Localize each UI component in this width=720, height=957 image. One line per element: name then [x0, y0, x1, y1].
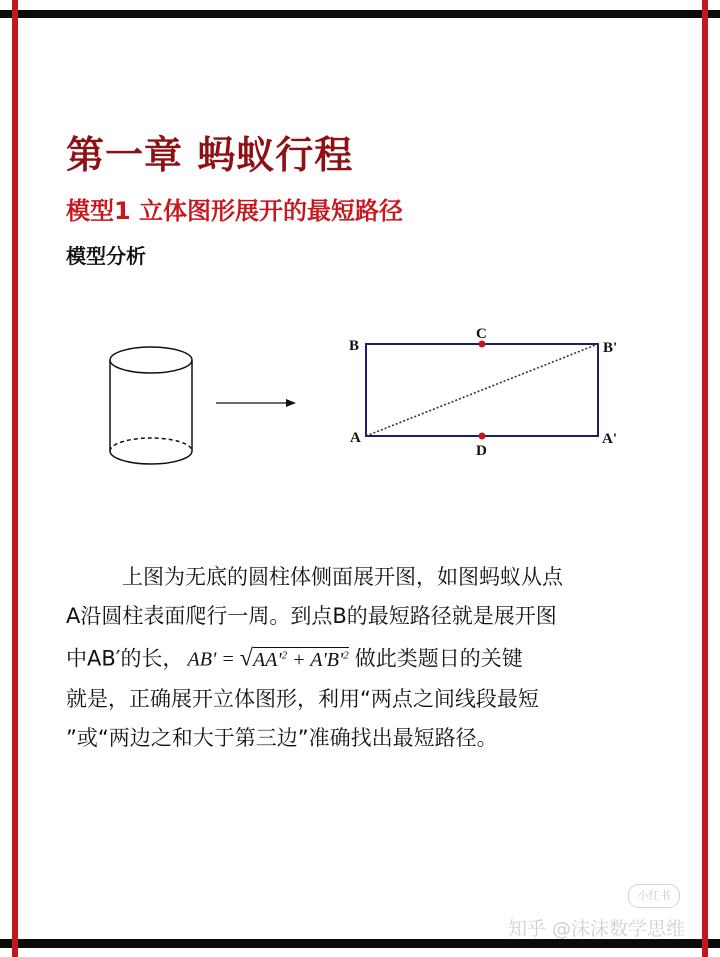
label-d: D — [476, 443, 487, 459]
paragraph-text: 中AB′的长， — [66, 646, 184, 671]
paragraph-line — [66, 636, 656, 680]
paragraph-line — [66, 719, 656, 758]
paragraph-text: 做此类题日的关键 — [354, 646, 523, 671]
top-border — [0, 10, 720, 18]
paragraph-text: A沿圆柱表面爬行一周。到点B的最短路径就是展开图 — [66, 604, 557, 628]
paragraph-line — [66, 558, 656, 597]
paragraph-text: 就是，正确展开立体图形，利用“两点之间线段最短 — [66, 686, 539, 711]
sqrt-symbol: √ — [239, 645, 253, 672]
paragraph-text: 上图为无底的圆柱体侧面展开图，如图蚂蚁从点 — [122, 565, 563, 589]
cylinder-icon — [110, 347, 192, 464]
formula-exp: 2 — [281, 649, 288, 661]
formula-lhs: AB' = — [187, 648, 240, 671]
formula-radicand — [253, 647, 349, 671]
section-title: 模型分析 — [66, 244, 146, 268]
paragraph-line — [66, 597, 656, 636]
paragraph-text: ”或“两边之和大于第三边”准确找出最短路径。 — [66, 725, 498, 750]
distance-formula — [188, 636, 349, 680]
analysis-paragraph — [66, 558, 656, 758]
point-d — [479, 433, 486, 440]
right-red-border — [702, 0, 708, 957]
shortest-path-diagonal — [366, 344, 598, 436]
model-title: 模型1 立体图形展开的最短路径 — [66, 197, 404, 225]
paragraph-line — [66, 680, 656, 719]
xiaohongshu-watermark-badge: 小红书 — [628, 884, 680, 908]
chapter-title: 第一章 蚂蚁行程 — [66, 133, 354, 177]
label-b-prime: B' — [603, 340, 618, 356]
formula-term2: A'B' — [310, 648, 344, 671]
zhihu-watermark: 知乎 @沫沫数学思维 — [508, 918, 686, 940]
label-a: A — [350, 430, 361, 446]
formula-plus: + — [287, 648, 311, 671]
formula-exp: 2 — [343, 649, 349, 661]
label-c: C — [476, 326, 487, 342]
cylinder-unfolding-figure — [100, 320, 660, 470]
arrow-right-icon — [216, 399, 296, 407]
label-b: B — [349, 338, 360, 354]
formula-term1: AA' — [252, 648, 282, 671]
label-a-prime: A' — [602, 431, 617, 447]
left-red-border — [12, 0, 18, 957]
